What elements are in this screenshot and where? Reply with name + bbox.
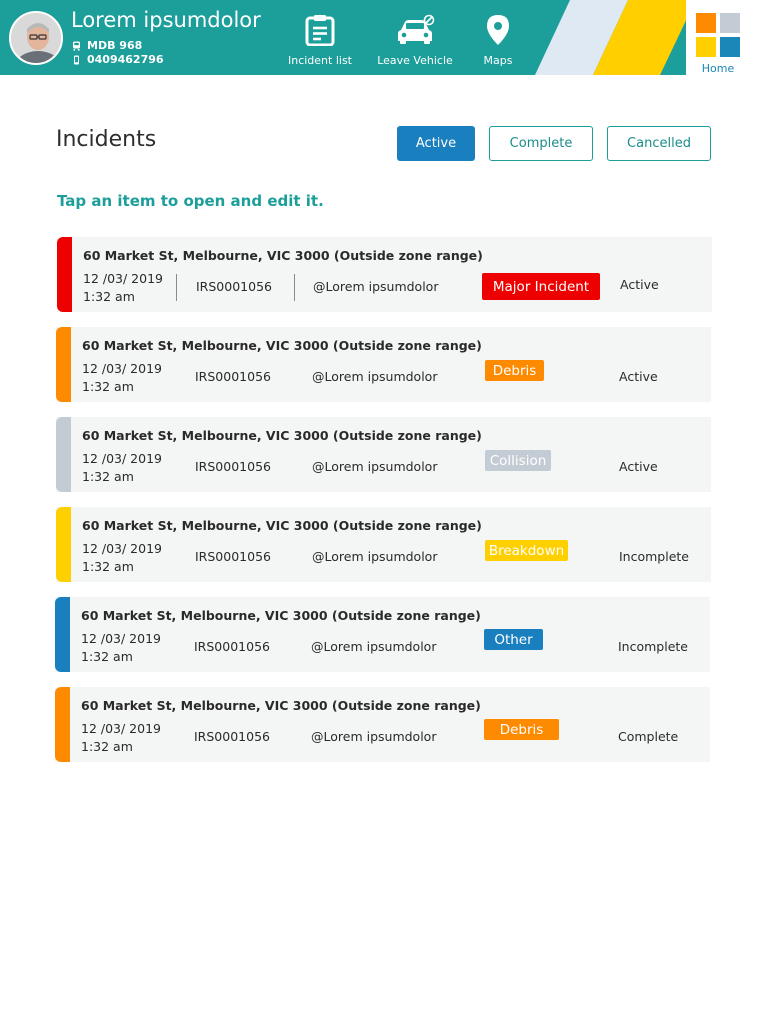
filter-active-button[interactable]: Active [397, 126, 475, 161]
incident-type-badge: Debris [485, 360, 544, 381]
hint-text: Tap an item to open and edit it. [57, 192, 324, 210]
incident-datetime: 12 /03/ 2019 1:32 am [82, 541, 162, 574]
page-title: Incidents [56, 127, 157, 152]
incident-user: @Lorem ipsumdolor [311, 729, 437, 744]
vehicle-small-icon [72, 41, 81, 51]
nav-incident-list[interactable] [287, 14, 353, 70]
incident-ref: IRS0001056 [196, 279, 272, 294]
incident-card[interactable] [56, 327, 711, 402]
incident-datetime: 12 /03/ 2019 1:32 am [83, 271, 163, 304]
app-header [0, 0, 768, 75]
incident-status: Incomplete [619, 549, 689, 564]
clipboard-list-icon [305, 14, 335, 46]
map-pin-icon [485, 14, 511, 46]
incident-datetime: 12 /03/ 2019 1:32 am [82, 451, 162, 484]
type-color-bar [57, 237, 72, 312]
incident-ref: IRS0001056 [194, 639, 270, 654]
incident-address: 60 Market St, Melbourne, VIC 3000 (Outside zone range) [82, 428, 482, 443]
nav-leave-vehicle[interactable] [375, 14, 455, 70]
avatar[interactable] [9, 11, 63, 65]
incident-ref: IRS0001056 [195, 369, 271, 384]
incident-address: 60 Market St, Melbourne, VIC 3000 (Outside zone range) [82, 338, 482, 353]
incident-ref: IRS0001056 [195, 459, 271, 474]
incident-status: Incomplete [618, 639, 688, 654]
incident-user: @Lorem ipsumdolor [312, 549, 438, 564]
incident-address: 60 Market St, Melbourne, VIC 3000 (Outside zone range) [82, 518, 482, 533]
phone-number: 0409462796 [87, 53, 164, 66]
user-photo-icon [11, 13, 63, 65]
home-button[interactable] [686, 0, 768, 75]
divider [176, 274, 177, 301]
car-icon [395, 14, 435, 46]
incident-type-badge: Other [484, 629, 543, 650]
incident-address: 60 Market St, Melbourne, VIC 3000 (Outside zone range) [81, 698, 481, 713]
vehicle-line [72, 39, 142, 52]
incident-status: Complete [618, 729, 679, 744]
filter-complete-button[interactable]: Complete [489, 126, 593, 161]
type-color-bar [56, 327, 71, 402]
nav-label: Maps [483, 54, 513, 67]
incident-user: @Lorem ipsumdolor [311, 639, 437, 654]
home-grid-icon [696, 13, 740, 57]
incident-address: 60 Market St, Melbourne, VIC 3000 (Outside zone range) [81, 608, 481, 623]
user-name: Lorem ipsumdolor [71, 8, 261, 32]
incident-status: Active [619, 369, 658, 384]
incident-card[interactable] [56, 507, 711, 582]
incident-datetime: 12 /03/ 2019 1:32 am [82, 361, 162, 394]
incident-type-badge: Major Incident [482, 273, 600, 300]
header-stripes [530, 0, 690, 75]
incident-ref: IRS0001056 [194, 729, 270, 744]
type-color-bar [56, 507, 71, 582]
incident-card[interactable] [55, 597, 710, 672]
type-color-bar [56, 417, 71, 492]
incident-status: Active [620, 277, 659, 292]
type-color-bar [55, 687, 70, 762]
incident-status: Active [619, 459, 658, 474]
incident-ref: IRS0001056 [195, 549, 271, 564]
incident-datetime: 12 /03/ 2019 1:32 am [81, 631, 161, 664]
type-color-bar [55, 597, 70, 672]
divider [294, 274, 295, 301]
incident-type-badge: Collision [485, 450, 551, 471]
incident-user: @Lorem ipsumdolor [312, 369, 438, 384]
incident-type-badge: Debris [484, 719, 559, 740]
incident-card[interactable] [57, 237, 712, 312]
nav-label: Leave Vehicle [377, 54, 453, 67]
incident-user: @Lorem ipsumdolor [313, 279, 439, 294]
filter-cancelled-button[interactable]: Cancelled [607, 126, 711, 161]
incident-type-badge: Breakdown [485, 540, 568, 561]
incident-user: @Lorem ipsumdolor [312, 459, 438, 474]
phone-line [72, 53, 164, 66]
incident-card[interactable] [56, 417, 711, 492]
incident-datetime: 12 /03/ 2019 1:32 am [81, 721, 161, 754]
incident-card[interactable] [55, 687, 710, 762]
home-label: Home [701, 62, 735, 75]
nav-maps[interactable] [478, 14, 518, 70]
incident-address: 60 Market St, Melbourne, VIC 3000 (Outside zone range) [83, 248, 483, 263]
nav-label: Incident list [287, 54, 352, 67]
vehicle-id: MDB 968 [87, 39, 143, 52]
phone-small-icon [72, 55, 81, 65]
